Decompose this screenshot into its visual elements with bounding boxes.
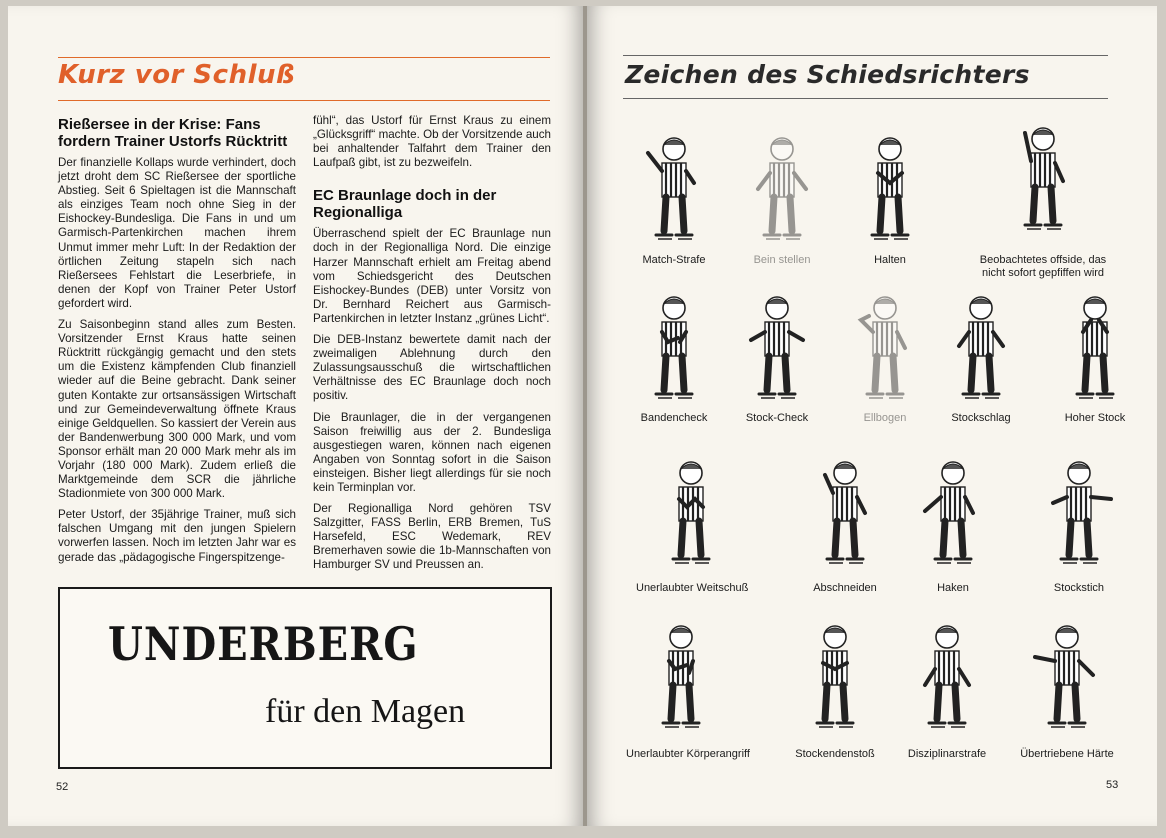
column-2 <box>313 114 551 580</box>
article-paragraph: Die DEB-Instanz bewertete damit nach der zweimaligen Ablehnung durch den Zulassungsausschuß die wirtschaftlichen Verhältnisse des EC Braunlage doch noch positiv. <box>313 333 551 403</box>
signal-label: Stockendenstoß <box>795 748 875 760</box>
signal-label: Match-Strafe <box>642 254 706 266</box>
signal-label: Ellbogen <box>863 412 907 424</box>
misconduct-signal-icon <box>907 612 987 746</box>
signal-label: Stockschlag <box>951 412 1011 424</box>
signal-label: Bein stellen <box>753 254 811 266</box>
referee-signal <box>626 612 750 761</box>
referee-signal <box>1040 290 1150 425</box>
article-paragraph-continued: fühl“, das Ustorf für Ernst Kraus zu einem „Glücksgriff“ machte. Ob der Vorsitzende auch bei anhaltender Talfahrt dem Trainer den Laufpaß gibt, ist zu bezweifeln. <box>313 114 551 170</box>
signal-label: Disziplinarstrafe <box>907 748 987 760</box>
signal-label: Hoher Stock <box>1064 412 1126 424</box>
article-paragraph: Der Regionalliga Nord gehören TSV Salzgitter, FASS Berlin, ERB Bremen, TuS Harsefeld, ESC Wedemark, REV Bremerhaven sowie die 1b-Mannschaften von Hamburger SV und Preussen an. <box>313 502 551 572</box>
high-sticking-signal-icon <box>1055 290 1135 410</box>
header-bottom-rule <box>623 98 1108 99</box>
ad-brand-name: UNDERBERG <box>108 617 419 672</box>
signal-label: Unerlaubter Weitschuß <box>636 582 749 594</box>
signal-label: Übertriebene Härte <box>1020 748 1114 760</box>
signal-label: Stockstich <box>1053 582 1105 594</box>
icing-signal-icon <box>651 450 731 580</box>
article-paragraph: Überraschend spielt der EC Braunlage nun doch in der Regionalliga Nord. Die einzige Harzer Mannschaft erhielt am Freitag abend vom Schiedsgericht des Deutschen Eishockey-Bundes (DEB) unter Vorsitz von Dr. Bernhard Reichert aus Garmisch-Partenkirchen in letzter Instanz „grünes Licht“. <box>313 227 551 325</box>
roughing-signal-icon <box>1027 612 1107 746</box>
hooking-signal-icon <box>913 450 993 580</box>
article-paragraph: Die Braunlager, die in der vergangenen Saison freiwillig aus der 2. Bundesliga ausgestiegen waren, können nach eigenen Angaben von Sonntag sofort in die Saison einsteigen. Bisher liegt allerdings für sie noch kein Terminplan vor. <box>313 410 551 494</box>
referee-signal <box>968 110 1118 280</box>
header-bottom-rule <box>58 100 550 101</box>
page-number-left: 52 <box>56 781 69 793</box>
referee-signal <box>926 290 1036 425</box>
advertisement <box>58 587 552 769</box>
signal-label: Bandencheck <box>640 412 708 424</box>
referee-signal <box>780 612 890 761</box>
referee-signal <box>636 450 749 595</box>
slashing-signal-icon <box>941 290 1021 410</box>
signal-label: Stock-Check <box>745 412 809 424</box>
signal-label: Halten <box>874 254 906 266</box>
signal-label: Unerlaubter Körperangriff <box>626 748 750 760</box>
article-title: EC Braunlage doch in der Regionalliga <box>313 187 497 222</box>
signal-label: Abschneiden <box>813 582 877 594</box>
boarding-signal-icon <box>634 290 714 410</box>
referee-signal <box>1012 612 1122 761</box>
elbowing-signal-icon <box>845 290 925 410</box>
referee-signal <box>1024 450 1134 595</box>
charging-signal-icon <box>641 612 721 746</box>
header-top-rule <box>623 55 1108 56</box>
article-paragraph: Peter Ustorf, der 35jährige Trainer, muß sich falschen Umgang mit den jungen Spielern vorwerfen lassen. Noch im letzten Jahr war es gerade das „pädagogische Fingerspitzenge- <box>58 508 296 564</box>
holding-signal-icon <box>850 130 930 252</box>
referee-signal <box>835 130 945 267</box>
referee-signal <box>898 450 1008 595</box>
signal-label: Beobachtetes offside, das nicht sofort gepfiffen wird <box>979 254 1107 279</box>
delayed-offside-signal-icon <box>1003 110 1083 252</box>
referee-signal <box>790 450 900 595</box>
referee-signal <box>892 612 1002 761</box>
referee-signal <box>722 290 832 425</box>
referee-signal <box>619 130 729 267</box>
signal-label: Haken <box>937 582 969 594</box>
page-number-right: 53 <box>1106 779 1119 791</box>
match-penalty-signal-icon <box>634 130 714 252</box>
referee-signal <box>619 290 729 425</box>
washout-signal-icon <box>805 450 885 580</box>
header-top-rule <box>58 57 550 58</box>
section-header: Zeichen des Schiedsrichters <box>625 60 1030 89</box>
cross-checking-signal-icon <box>737 290 817 410</box>
referee-signal <box>830 290 940 425</box>
butt-ending-signal-icon <box>795 612 875 746</box>
section-header: Kurz vor Schluß <box>58 60 296 90</box>
article-paragraph: Der finanzielle Kollaps wurde verhindert, doch jetzt droht dem SC Rießersee der sportliche Abstieg. Seit 6 Spieltagen ist die Mannschaft als einziges Team noch ohne Sieg in der Eishockey-Bundesliga. Die Fans in und um Garmisch-Partenkirchen machen ihrem Unmut immer mehr Luft: In der Redaktion der örtlichen Zeitung stapeln sich nach Rießersees Fehlstart die Leserbriefe, in denen der Kopf von Trainer Peter Ustorf gefordert wird. <box>58 156 296 310</box>
referee-signal <box>727 130 837 267</box>
tripping-signal-icon <box>742 130 822 252</box>
spearing-signal-icon <box>1039 450 1119 580</box>
ad-slogan: für den Magen <box>265 693 466 730</box>
article-paragraph: Zu Saisonbeginn stand alles zum Besten. Vorsitzender Ernst Kraus hatte seinen Rücktritt rückgängig gemacht und den stets um die Existenz kämpfenden Club finanziell wieder auf die Beine gebracht. Dank seiner guten Kontakte zur ortsansässigen Wirtschaft und zur Gemeindeverwaltung öffnete Kraus einige Geldquellen. So kassiert der Verein aus der Bandenwerbung 300 000 Mark, und vom Sponsor erhält man 20 000 Mark mehr als im Vorjahr (180 000 Mark). Zudem erließ die Marktgemeinde dem SCR die jährliche Stadionmiete von 300 000 Mark. <box>58 318 296 501</box>
column-1 <box>58 116 296 572</box>
article-title: Rießersee in der Krise: Fans fordern Trainer Ustorfs Rücktritt <box>58 116 288 150</box>
